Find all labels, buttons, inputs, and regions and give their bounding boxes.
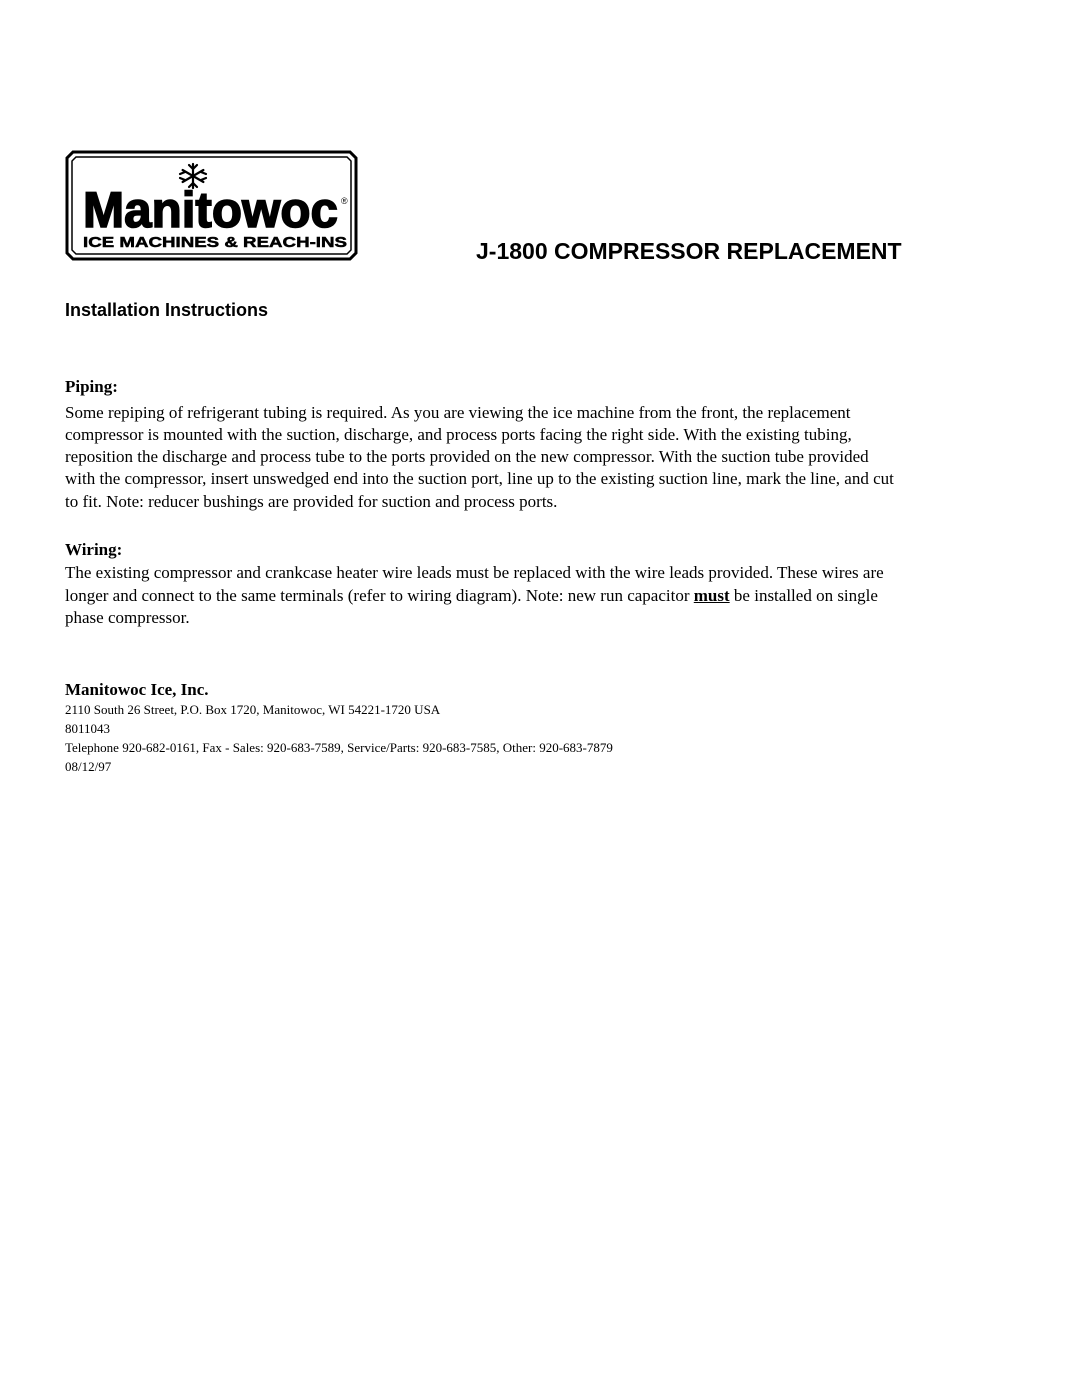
piping-line-1: Some repiping of refrigerant tubing is required. As you are viewing the ice machine from the front, the replacement [65,403,851,422]
wiring-line-1: The existing compressor and crankcase heater wire leads must be replaced with the wire leads provided. These wires are [65,563,884,582]
wiring-line-2-start: longer and connect to the same terminals (refer to wiring diagram). Note: new run capacitor [65,586,694,605]
manitowoc-logo [65,150,358,261]
logo-tagline: ICE MACHINES & REACH-INS [83,234,347,251]
wiring-line-2-end: be installed on single [729,586,878,605]
wiring-line-2 [65,585,878,607]
logo-brand: Manitowoc [83,182,338,238]
piping-heading: Piping: [65,377,118,396]
contact-phones: Telephone 920-682-0161, Fax - Sales: 920-683-7589, Service/Parts: 920-683-7585, Other: 920-683-7879 [65,740,613,755]
wiring-heading: Wiring: [65,540,123,559]
must-emphasis: must [693,586,730,605]
company-address: 2110 South 26 Street, P.O. Box 1720, Manitowoc, WI 54221-1720 USA [65,702,441,717]
part-number: 8011043 [65,721,111,736]
document-title: J-1800 COMPRESSOR REPLACEMENT [476,238,902,264]
piping-line-4: with the compressor, insert unswedged end into the suction port, line up to the existing suction line, mark the line, and cut [65,469,894,488]
document-date: 08/12/97 [65,759,112,774]
wiring-line-3: phase compressor. [65,608,190,627]
piping-line-2: compressor is mounted with the suction, discharge, and process ports facing the right side. With the existing tubing, [65,425,852,444]
registered-mark: ® [341,196,348,206]
company-name: Manitowoc Ice, Inc. [65,680,209,699]
document-subtitle: Installation Instructions [65,300,269,320]
piping-line-3: reposition the discharge and process tube to the ports provided on the new compressor. With the suction tube provided [65,447,869,466]
piping-line-5: to fit. Note: reducer bushings are provided for suction and process ports. [65,492,558,511]
